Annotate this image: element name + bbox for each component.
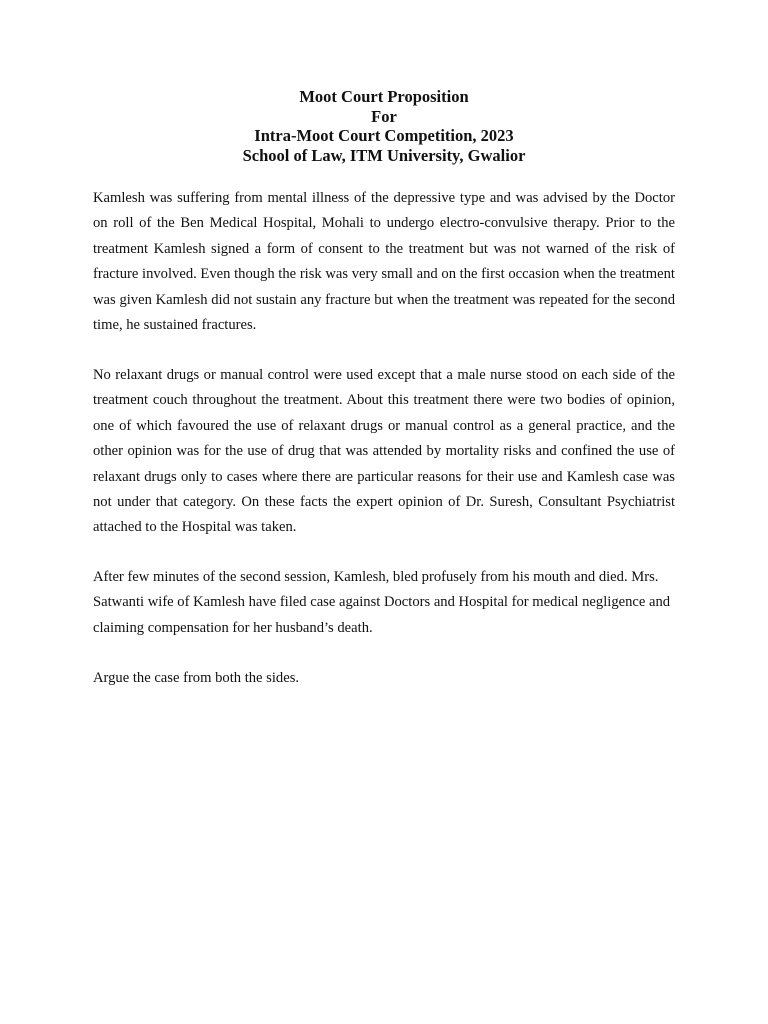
title-line-competition: Intra-Moot Court Competition, 2023	[254, 126, 514, 145]
document-title	[0, 87, 768, 165]
paragraph-treatment-opinions: No relaxant drugs or manual control were used except that a male nurse stood on each side of the treatment couch throughout the treatment. About this treatment there were two bodies of opinion, one of which favoured the use of relaxant drugs or manual control as a general practice, and the other opinion was for the use of drug that was attended by mortality risks and confined the use of relaxant drugs only to cases where there are particular reasons for their use and Kamlesh case was not under that category. On these facts the expert opinion of Dr. Suresh, Consultant Psychiatrist attached to the Hospital was taken.	[93, 367, 675, 536]
paragraph-death-and-case: After few minutes of the second session, Kamlesh, bled profusely from his mouth and died. Mrs. Satwanti wife of Kamlesh have filed case against Doctors and Hospital for medical negligence and claiming compensation for her husband’s death.	[93, 569, 671, 636]
title-line-institution: School of Law, ITM University, Gwalior	[242, 145, 526, 165]
title-line-proposition: Moot Court Proposition	[299, 87, 469, 106]
title-line-for: For	[371, 106, 397, 126]
paragraph-instruction: Argue the case from both the sides.	[93, 670, 300, 686]
paragraph-case-background: Kamlesh was suffering from mental illness of the depressive type and was advised by the Doctor on roll of the Ben Medical Hospital, Mohali to undergo electro-convulsive therapy. Prior to the treatment Kamlesh signed a form of consent to the treatment but was not warned of the risk of fracture involved. Even though the risk was very small and on the first occasion when the treatment was given Kamlesh did not sustain any fracture but when the treatment was repeated for the second time, he sustained fractures.	[93, 190, 675, 334]
